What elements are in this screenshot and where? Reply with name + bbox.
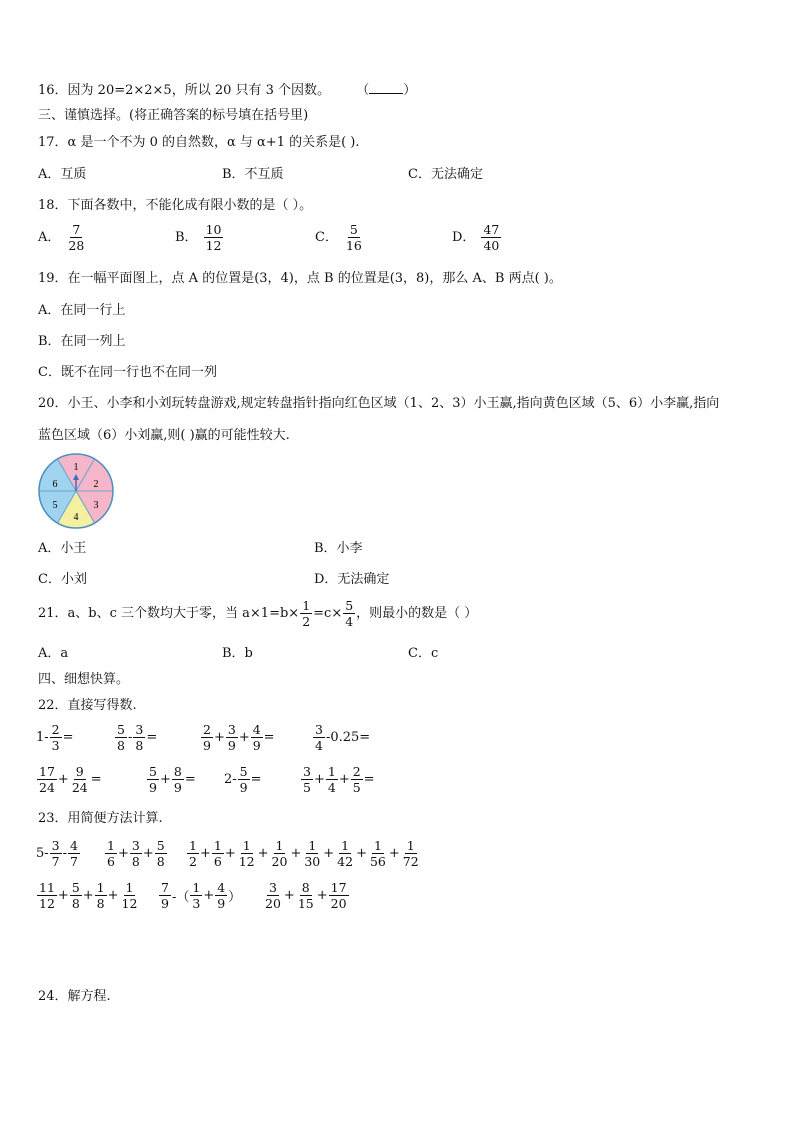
q17-option-b[interactable]: B．不互质: [222, 167, 284, 182]
question-24: 24．解方程.: [38, 989, 111, 1004]
fraction: [300, 598, 312, 629]
q17-option-c[interactable]: C．无法确定: [408, 167, 483, 182]
numerator: 5: [345, 598, 354, 613]
question-16: [38, 82, 416, 100]
spinner-wheel: [36, 453, 120, 531]
q23-expr-1: 5- $\frac{3}{7}$ - $\frac{4}{7}$: [36, 838, 78, 869]
q19-option-c[interactable]: C．既不在同一行也不在同一列: [38, 365, 217, 380]
section-4-heading: 四、细想快算。: [38, 672, 130, 687]
spinner-label-1: 1: [73, 462, 79, 473]
q20-option-a[interactable]: A．小王: [38, 541, 87, 556]
q18-option-d[interactable]: [452, 222, 502, 253]
q20-option-b[interactable]: B．小李: [314, 541, 363, 556]
q21-option-b[interactable]: B．b: [222, 646, 253, 661]
fraction: [344, 222, 364, 253]
q22-expr-3: $\frac{2}{9}$ + $\frac{3}{9}$ + $\frac{4}{9}$ =: [203, 722, 275, 753]
denominator: 28: [68, 238, 85, 253]
q23-expr-3: $\frac{1}{2}$ + $\frac{1}{6}$ + $\frac{1}{12}$ + $\frac{1}{20}$ + $\frac{1}{30}$ + $\frac{1}{42}$ + $\frac{1}{56}$ + $\frac{1}{72}$: [189, 838, 419, 869]
answer-blank[interactable]: [369, 82, 403, 94]
numerator: 1: [302, 598, 311, 613]
fraction: [481, 222, 501, 253]
fraction: [343, 598, 355, 629]
question-22: 22．直接写得数.: [38, 698, 137, 713]
q22-expr-7: 2- $\frac{5}{9}$ =: [224, 764, 262, 795]
question-21-text-end: ，则最小的数是（ ）: [356, 605, 478, 621]
fraction: [66, 222, 86, 253]
q18-option-a[interactable]: [38, 222, 87, 253]
question-21-text-mid: =c×: [313, 605, 343, 621]
q22-expr-4: $\frac{3}{4}$ -0.25=: [315, 722, 371, 753]
denominator: 12: [205, 238, 222, 253]
q23-expr-6: $\frac{3}{20}$ + $\frac{8}{15}$ + $\frac{17}{20}$: [265, 880, 347, 911]
q20-option-d[interactable]: D．无法确定: [314, 572, 390, 587]
q23-expr-4: $\frac{11}{12}$ + $\frac{5}{8}$ + $\frac{1}{8}$ + $\frac{1}{12}$: [39, 880, 138, 911]
section-3-heading: 三、谨慎选择。(将正确答案的标号填在括号里): [38, 108, 309, 123]
q21-option-c[interactable]: C．c: [408, 646, 439, 661]
option-label: D．: [452, 229, 476, 245]
q21-option-a[interactable]: A．a: [38, 646, 69, 661]
option-label: B．: [175, 229, 198, 245]
numerator: 5: [349, 222, 358, 237]
q19-option-a[interactable]: A．在同一行上: [38, 303, 126, 318]
denominator: 2: [302, 614, 311, 629]
q17-option-a[interactable]: A．互质: [38, 167, 87, 182]
question-18: 18．下面各数中，不能化成有限小数的是（ ）。: [38, 198, 313, 213]
q19-option-b[interactable]: B．在同一列上: [38, 334, 126, 349]
q23-expr-5: $\frac{7}{9}$ -（ $\frac{1}{3}$ + $\frac{4}{9}$ ）: [161, 880, 242, 911]
q22-expr-6: $\frac{5}{9}$ + $\frac{8}{9}$ =: [149, 764, 196, 795]
question-17: 17．α 是一个不为 0 的自然数，α 与 α+1 的关系是( ).: [38, 135, 360, 150]
spinner-label-3: 3: [93, 500, 99, 511]
q22-expr-2: $\frac{5}{8}$ - $\frac{3}{8}$ =: [117, 722, 158, 753]
spinner-label-2: 2: [93, 479, 99, 490]
q22-expr-1: 1- $\frac{2}{3}$ =: [36, 722, 74, 753]
question-16-text: 16．因为 20=2×2×5，所以 20 只有 3 个因数。: [38, 83, 331, 98]
answer-paren-open: （: [356, 83, 370, 98]
numerator: 10: [205, 222, 222, 237]
answer-paren-close: ）: [403, 83, 417, 98]
spinner-label-5: 5: [52, 500, 58, 511]
question-21-text-start: 21．a、b、c 三个数均大于零，当 a×1=b×: [38, 605, 300, 621]
fraction: [204, 222, 224, 253]
numerator: 7: [72, 222, 81, 237]
q18-option-b[interactable]: [175, 222, 224, 253]
numerator: 47: [483, 222, 500, 237]
option-label: A．: [38, 229, 61, 245]
q18-option-c[interactable]: [315, 222, 365, 253]
denominator: 16: [345, 238, 362, 253]
q22-expr-8: $\frac{3}{5}$ + $\frac{1}{4}$ + $\frac{2}{5}$ =: [303, 764, 375, 795]
q22-expr-5: $\frac{17}{24}$ + $\frac{9}{24}$ =: [39, 764, 102, 795]
question-21: [38, 598, 477, 629]
denominator: 4: [345, 614, 354, 629]
option-label: C．: [315, 229, 338, 245]
spinner-label-6: 6: [52, 479, 58, 490]
question-20-line-2: 蓝色区域（6）小刘赢,则( )赢的可能性较大.: [38, 428, 290, 443]
question-23: 23．用简便方法计算.: [38, 811, 163, 826]
question-19: 19．在一幅平面图上，点 A 的位置是(3，4)，点 B 的位置是(3，8)，那么 A、B 两点( )。: [38, 271, 562, 286]
question-20-line-1: 20．小王、小李和小刘玩转盘游戏,规定转盘指针指向红色区域（1、2、3）小王赢,指向黄色区域（5、6）小李赢,指向: [38, 396, 720, 411]
spinner-label-4: 4: [73, 512, 79, 523]
q20-option-c[interactable]: C．小刘: [38, 572, 87, 587]
denominator: 40: [483, 238, 500, 253]
q23-expr-2: $\frac{1}{6}$ + $\frac{3}{8}$ + $\frac{5}{8}$: [107, 838, 165, 869]
